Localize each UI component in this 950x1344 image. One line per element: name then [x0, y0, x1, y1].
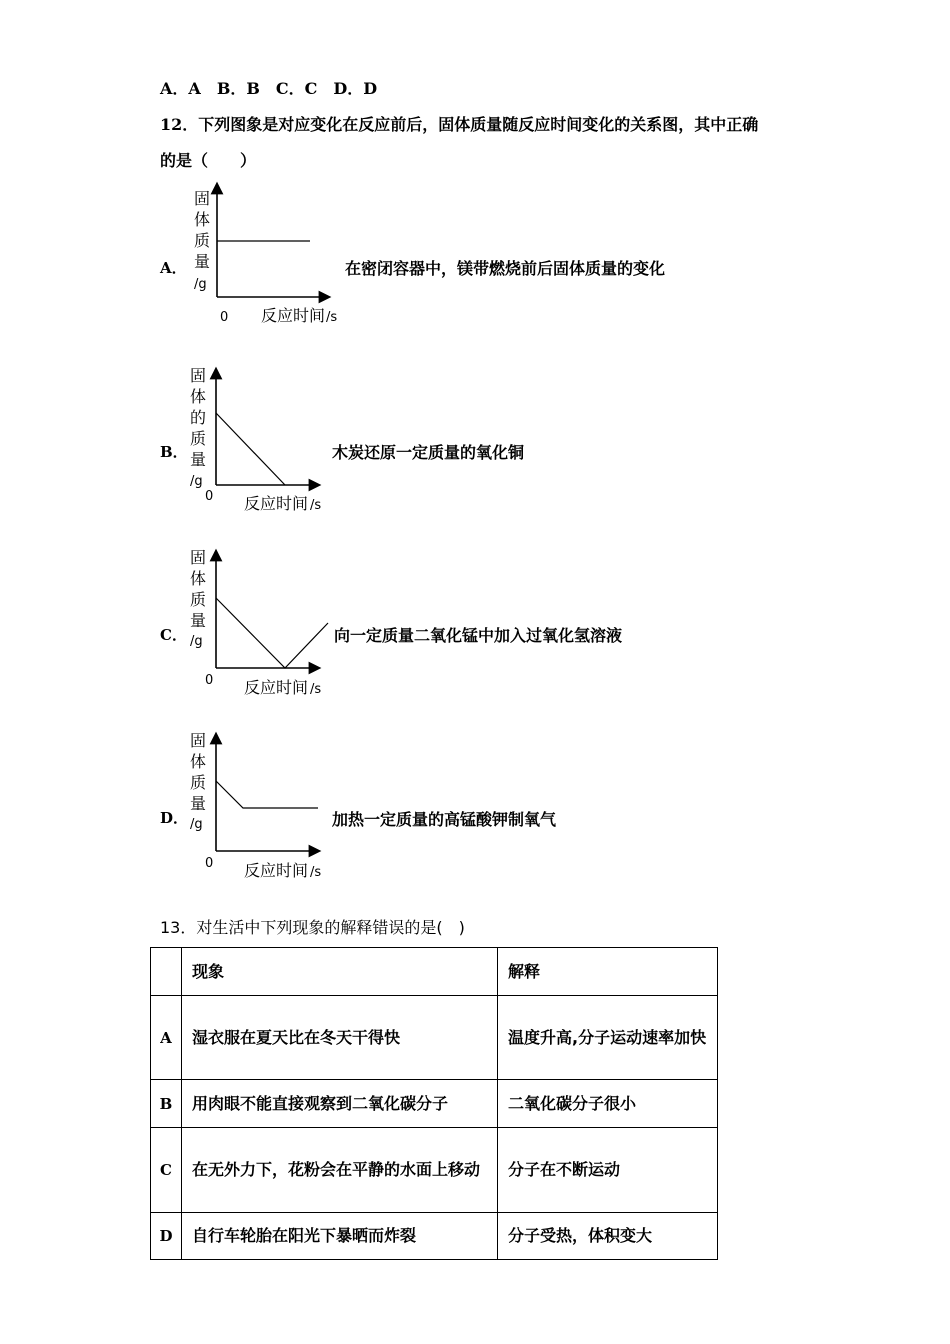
table-header-row: [151, 948, 718, 996]
option-d-graph: [183, 728, 343, 884]
y-label-char: 体: [194, 210, 211, 229]
y-label-char: 固: [190, 731, 207, 750]
row-phenomenon: 用肉眼不能直接观察到二氧化碳分子: [182, 1080, 498, 1128]
y-unit: /g: [194, 277, 207, 292]
row-label: B: [151, 1080, 182, 1128]
q13-stem: 13．对生活中下列现象的解释错误的是( ): [160, 918, 465, 937]
y-label-char: 量: [194, 252, 211, 271]
y-label-char: 量: [190, 794, 207, 813]
y-label-char: 量: [190, 450, 207, 469]
y-unit: /g: [190, 634, 203, 649]
x-unit: /s: [310, 682, 322, 697]
option-a-letter[interactable]: A．: [160, 259, 187, 277]
y-label-char: 质: [190, 773, 207, 792]
q12-stem-line2: 的是（ ）: [160, 151, 257, 170]
x-unit: /s: [326, 310, 338, 325]
y-unit: /g: [190, 817, 203, 832]
x-label: 反应时间: [261, 306, 326, 325]
option-b-graph: [183, 363, 343, 519]
y-label-char: 固: [190, 366, 207, 385]
row-label: D: [151, 1213, 182, 1260]
table-row[interactable]: [151, 1128, 718, 1213]
option-a-graph: [185, 180, 355, 330]
y-label-char: 量: [190, 611, 207, 630]
origin-label: 0: [205, 673, 214, 688]
x-label: 反应时间: [244, 678, 309, 697]
x-label: 反应时间: [244, 861, 309, 880]
y-label-char: 体: [190, 752, 207, 771]
y-label-char: 的: [190, 408, 207, 427]
row-phenomenon: 自行车轮胎在阳光下暴晒而炸裂: [182, 1213, 498, 1260]
data-line: [216, 413, 285, 485]
row-label: A: [151, 996, 182, 1080]
option-b-letter[interactable]: B．: [160, 443, 188, 461]
y-label-char: 固: [190, 548, 207, 567]
option-c-letter[interactable]: C．: [160, 626, 187, 644]
origin-label: 0: [205, 856, 214, 871]
origin-label: 0: [205, 489, 214, 504]
header-cell-phenomenon: 现象: [182, 948, 498, 996]
q13-table: [150, 947, 718, 1260]
x-label: 反应时间: [244, 494, 309, 513]
data-line: [216, 598, 328, 668]
previous-question-options: A．A B．B C．C D．D: [160, 79, 378, 98]
table-row[interactable]: [151, 1080, 718, 1128]
y-label-char: 体: [190, 387, 207, 406]
row-explanation: 分子在不断运动: [498, 1128, 718, 1213]
y-label-char: 体: [190, 569, 207, 588]
option-b-desc: 木炭还原一定质量的氧化铜: [332, 443, 525, 462]
row-explanation: 二氧化碳分子很小: [498, 1080, 718, 1128]
x-unit: /s: [310, 865, 322, 880]
y-label-char: 质: [194, 231, 211, 250]
row-label: C: [151, 1128, 182, 1213]
option-c-graph: [183, 545, 343, 701]
x-unit: /s: [310, 498, 322, 513]
row-explanation: 分子受热，体积变大: [498, 1213, 718, 1260]
y-label-char: 固: [194, 189, 211, 208]
y-unit: /g: [190, 474, 203, 489]
table-row[interactable]: [151, 996, 718, 1080]
option-d-letter[interactable]: D．: [160, 809, 189, 827]
option-a-desc: 在密闭容器中，镁带燃烧前后固体质量的变化: [345, 259, 666, 278]
y-label-char: 质: [190, 590, 207, 609]
row-explanation: 温度升高,分子运动速率加快: [498, 996, 718, 1080]
header-cell-explanation: 解释: [498, 948, 718, 996]
table-row[interactable]: [151, 1213, 718, 1260]
y-label-char: 质: [190, 429, 207, 448]
row-phenomenon: 湿衣服在夏天比在冬天干得快: [182, 996, 498, 1080]
q12-stem-line1: 12．下列图象是对应变化在反应前后，固体质量随反应时间变化的关系图，其中正确: [160, 115, 759, 134]
origin-label: 0: [220, 310, 229, 325]
data-line: [216, 781, 318, 808]
option-c-desc: 向一定质量二氧化锰中加入过氧化氢溶液: [334, 626, 623, 645]
row-phenomenon: 在无外力下，花粉会在平静的水面上移动: [182, 1128, 498, 1213]
option-d-desc: 加热一定质量的高锰酸钾制氧气: [332, 810, 557, 829]
header-cell-label: [151, 948, 182, 996]
